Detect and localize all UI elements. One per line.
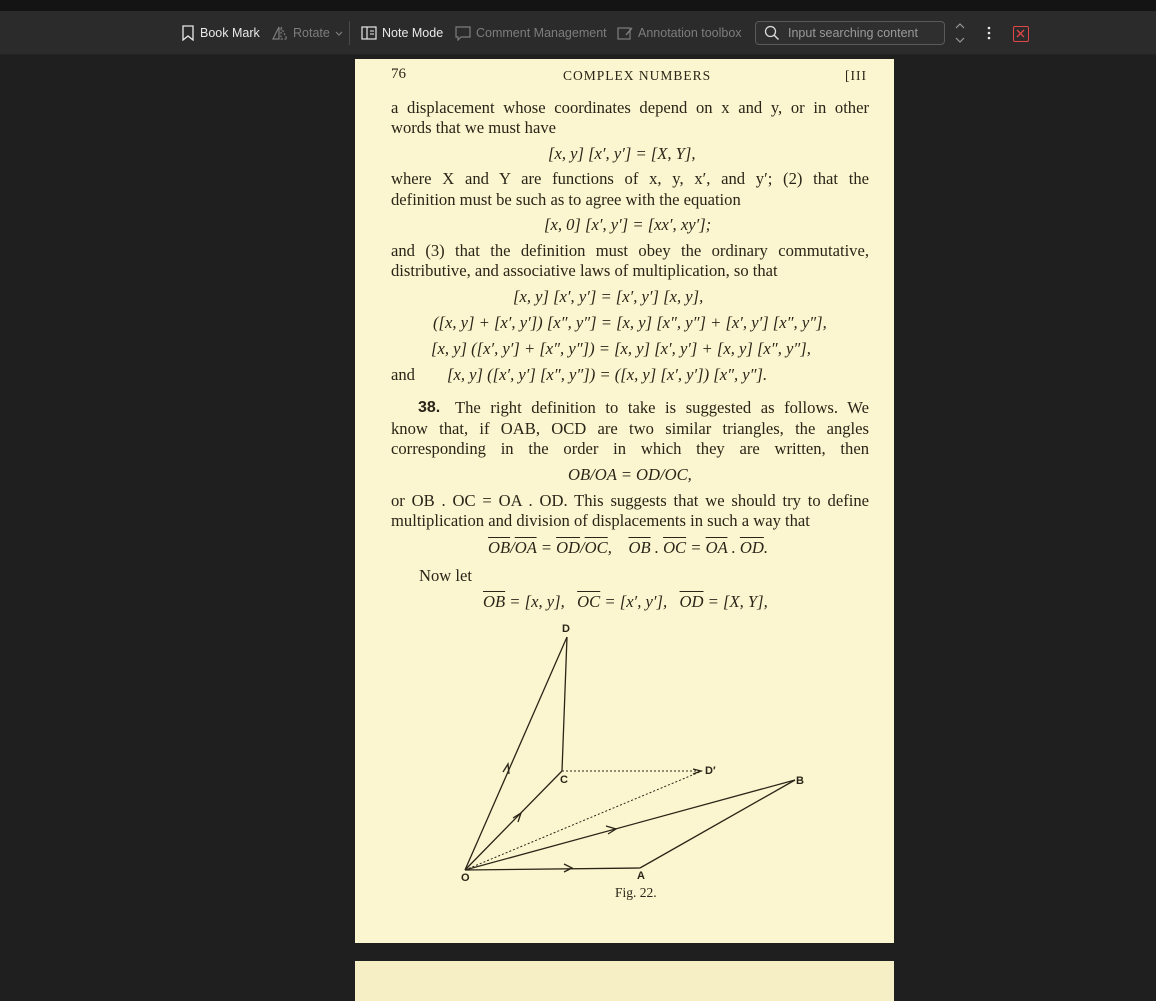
line-ob [465,780,795,870]
chevron-down-icon [334,28,344,38]
page-number: 76 [391,66,406,82]
annotation-icon [617,25,633,41]
comment-icon [455,25,471,41]
search-icon [764,25,780,41]
text-line: definition must be such as to agree with the equation [391,190,741,209]
text-line: corresponding in the order in which they are written, then [391,439,869,458]
section-number: 38. [418,399,441,416]
line-oa [465,868,640,870]
more-options-icon[interactable] [986,25,992,41]
line-ab [640,780,795,868]
toolbar [0,11,1156,55]
line-od [465,637,567,870]
search-nav [952,19,968,47]
line-odp [465,771,702,870]
toolbar-divider [349,21,350,45]
next-page [355,961,894,1001]
search-input[interactable] [788,24,938,42]
text-line: and (3) that the definition must obey the ordinary commutative, [391,241,869,260]
label-a: A [637,870,645,882]
bookmark-icon [181,25,195,41]
label-b: B [796,775,804,787]
line-oc [465,771,562,870]
rotate-label: Rotate [293,26,330,40]
label-o: O [461,872,470,884]
note-mode-icon [361,25,377,41]
text-line: Now let [419,566,472,585]
rotate-button[interactable] [272,11,349,55]
equation: [x, y] ([x′, y′] + [x″, y″]) = [x, y] [x′, y′] + [x, y] [x″, y″], [431,339,811,358]
rotate-icon [272,25,288,41]
equation: OB/OA = OD/OC, [568,465,692,484]
close-icon [1014,27,1027,40]
equation-overline: $\overline{OB}/\overline{OA} = \overline{OD}/\overline{OC}$, $\overline{OB}$ . $\overline{OC} = \overline{OA}$ . $\overline{OD}$. [488,538,769,557]
note-mode-button[interactable] [361,11,443,55]
arrow-oa [564,864,572,872]
chevron-up-icon[interactable] [952,20,968,32]
label-dprime: D′ [705,765,716,777]
line-dc [562,637,567,771]
text-line: a displacement whose coordinates depend on x and y, or in other [391,98,869,117]
figure-22 [355,59,894,943]
text-line: or OB . OC = OA . OD. This suggests that we should try to define [391,491,869,510]
text-line: multiplication and division of displacements in such a way that [391,511,810,530]
document-page [355,59,894,943]
text-line: know that, if OAB, OCD are two similar triangles, the angles [391,419,869,438]
section-mark: [III [845,68,867,83]
bookmark-button[interactable] [181,11,260,55]
text-line: and [391,365,415,384]
bookmark-label: Book Mark [200,26,260,40]
equation-overline: $\overline{OB} = [x$, y], $\overline{OC} = [x'$, y′], $\overline{OD} = [X$, Y], [483,592,768,611]
close-button[interactable] [1013,26,1029,42]
equation: [x, 0] [x′, y′] = [xx′, xy′]; [544,215,712,234]
text-line: The right definition to take is suggested as follows. We [455,398,869,417]
running-head: COMPLEX NUMBERS [563,68,712,83]
equation: ([x, y] + [x′, y′]) [x″, y″] = [x, y] [x″, y″] + [x′, y′] [x″, y″], [433,313,827,332]
chevron-down-icon[interactable] [952,34,968,46]
label-d: D [562,623,570,635]
label-c: C [560,774,568,786]
figure-caption: Fig. 22. [615,885,657,900]
search-box[interactable] [755,21,945,45]
comment-management-button[interactable] [455,11,607,55]
annotation-toolbox-button[interactable] [617,11,742,55]
annotation-toolbox-label: Annotation toolbox [638,26,742,40]
text-line: words that we must have [391,118,556,137]
equation: [x, y] ([x′, y′] [x″, y″]) = ([x, y] [x′, y′]) [x″, y″]. [447,365,768,384]
note-mode-label: Note Mode [382,26,444,40]
equation: [x, y] [x′, y′] = [x′, y′] [x, y], [513,287,704,306]
equation: [x, y] [x′, y′] = [X, Y], [548,144,696,163]
title-strip [0,0,1156,11]
comment-management-label: Comment Management [476,26,607,40]
text-line: where X and Y are functions of x, y, x′, and y′; (2) that the [391,169,869,188]
text-line: distributive, and associative laws of multiplication, so that [391,261,778,280]
